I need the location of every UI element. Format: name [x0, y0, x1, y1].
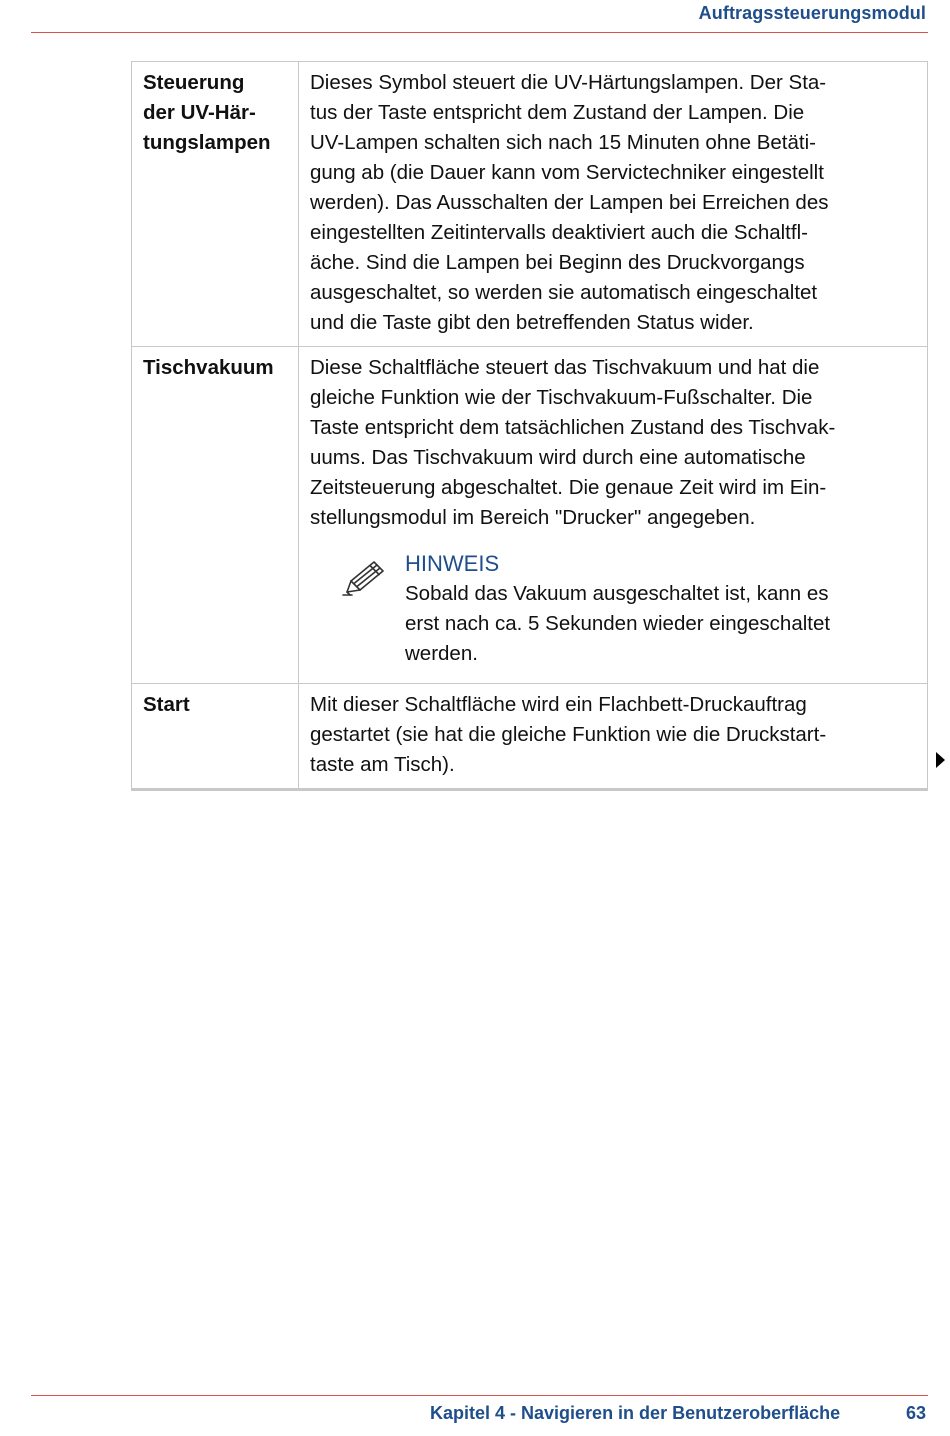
- term-line: Tischvakuum: [143, 356, 274, 379]
- term-cell: [132, 62, 299, 347]
- table-row: [132, 347, 928, 684]
- term-line: Steuerung: [143, 71, 245, 94]
- note-line: erst nach ca. 5 Sekunden wieder eingeschaltet: [405, 612, 831, 635]
- table-row: [132, 62, 928, 347]
- function-description-table: [131, 61, 928, 791]
- description-line: uums. Das Tischvakuum wird durch eine automatische: [310, 446, 806, 469]
- header-divider: [31, 32, 928, 33]
- description-line: gestartet (sie hat die gleiche Funktion wie die Druckstart-: [310, 723, 827, 746]
- description-line: stellungsmodul im Bereich "Drucker" angegeben.: [310, 506, 756, 529]
- description-line: eingestellten Zeitintervalls deaktiviert auch die Schaltfl-: [310, 221, 808, 244]
- description-line: Dieses Symbol steuert die UV-Härtungslampen. Der Sta-: [310, 71, 827, 94]
- page-header-title: Auftragssteuerungsmodul: [698, 3, 926, 23]
- description-cell: [299, 62, 928, 347]
- term-line: tungslampen: [143, 131, 271, 154]
- table-row: [132, 684, 928, 790]
- description-line: Zeitsteuerung abgeschaltet. Die genaue Zeit wird im Ein-: [310, 476, 827, 499]
- term-line: Start: [143, 693, 190, 716]
- pencil-icon: [340, 559, 388, 599]
- page-number: 63: [905, 1403, 926, 1423]
- description-line: gleiche Funktion wie der Tischvakuum-Fußschalter. Die: [310, 386, 813, 409]
- description-cell: [299, 347, 928, 684]
- footer-divider: [31, 1395, 928, 1396]
- description-line: und die Taste gibt den betreffenden Status wider.: [310, 311, 754, 334]
- description-line: tus der Taste entspricht dem Zustand der Lampen. Die: [310, 101, 805, 124]
- description-line: gung ab (die Dauer kann vom Servictechniker eingestellt: [310, 161, 824, 184]
- description-line: Diese Schaltfläche steuert das Tischvakuum und hat die: [310, 356, 820, 379]
- footer-chapter-title: Kapitel 4 - Navigieren in der Benutzeroberfläche: [430, 1403, 841, 1423]
- continue-arrow-icon: [936, 752, 945, 768]
- description-cell: [299, 684, 928, 790]
- note-title: HINWEIS: [405, 551, 500, 576]
- term-line: der UV-Här-: [143, 101, 256, 124]
- description-line: Taste entspricht dem tatsächlichen Zustand des Tischvak-: [310, 416, 836, 439]
- description-line: taste am Tisch).: [310, 753, 455, 776]
- term-cell: [132, 347, 299, 684]
- description-line: werden). Das Ausschalten der Lampen bei Erreichen des: [310, 191, 829, 214]
- note-line: werden.: [405, 642, 478, 665]
- term-cell: [132, 684, 299, 790]
- description-line: Mit dieser Schaltfläche wird ein Flachbett-Druckauftrag: [310, 693, 807, 716]
- description-line: äche. Sind die Lampen bei Beginn des Druckvorgangs: [310, 251, 805, 274]
- description-line: UV-Lampen schalten sich nach 15 Minuten ohne Betäti-: [310, 131, 816, 154]
- note-box: [310, 549, 923, 675]
- note-line: Sobald das Vakuum ausgeschaltet ist, kann es: [405, 582, 829, 605]
- description-line: ausgeschaltet, so werden sie automatisch eingeschaltet: [310, 281, 818, 304]
